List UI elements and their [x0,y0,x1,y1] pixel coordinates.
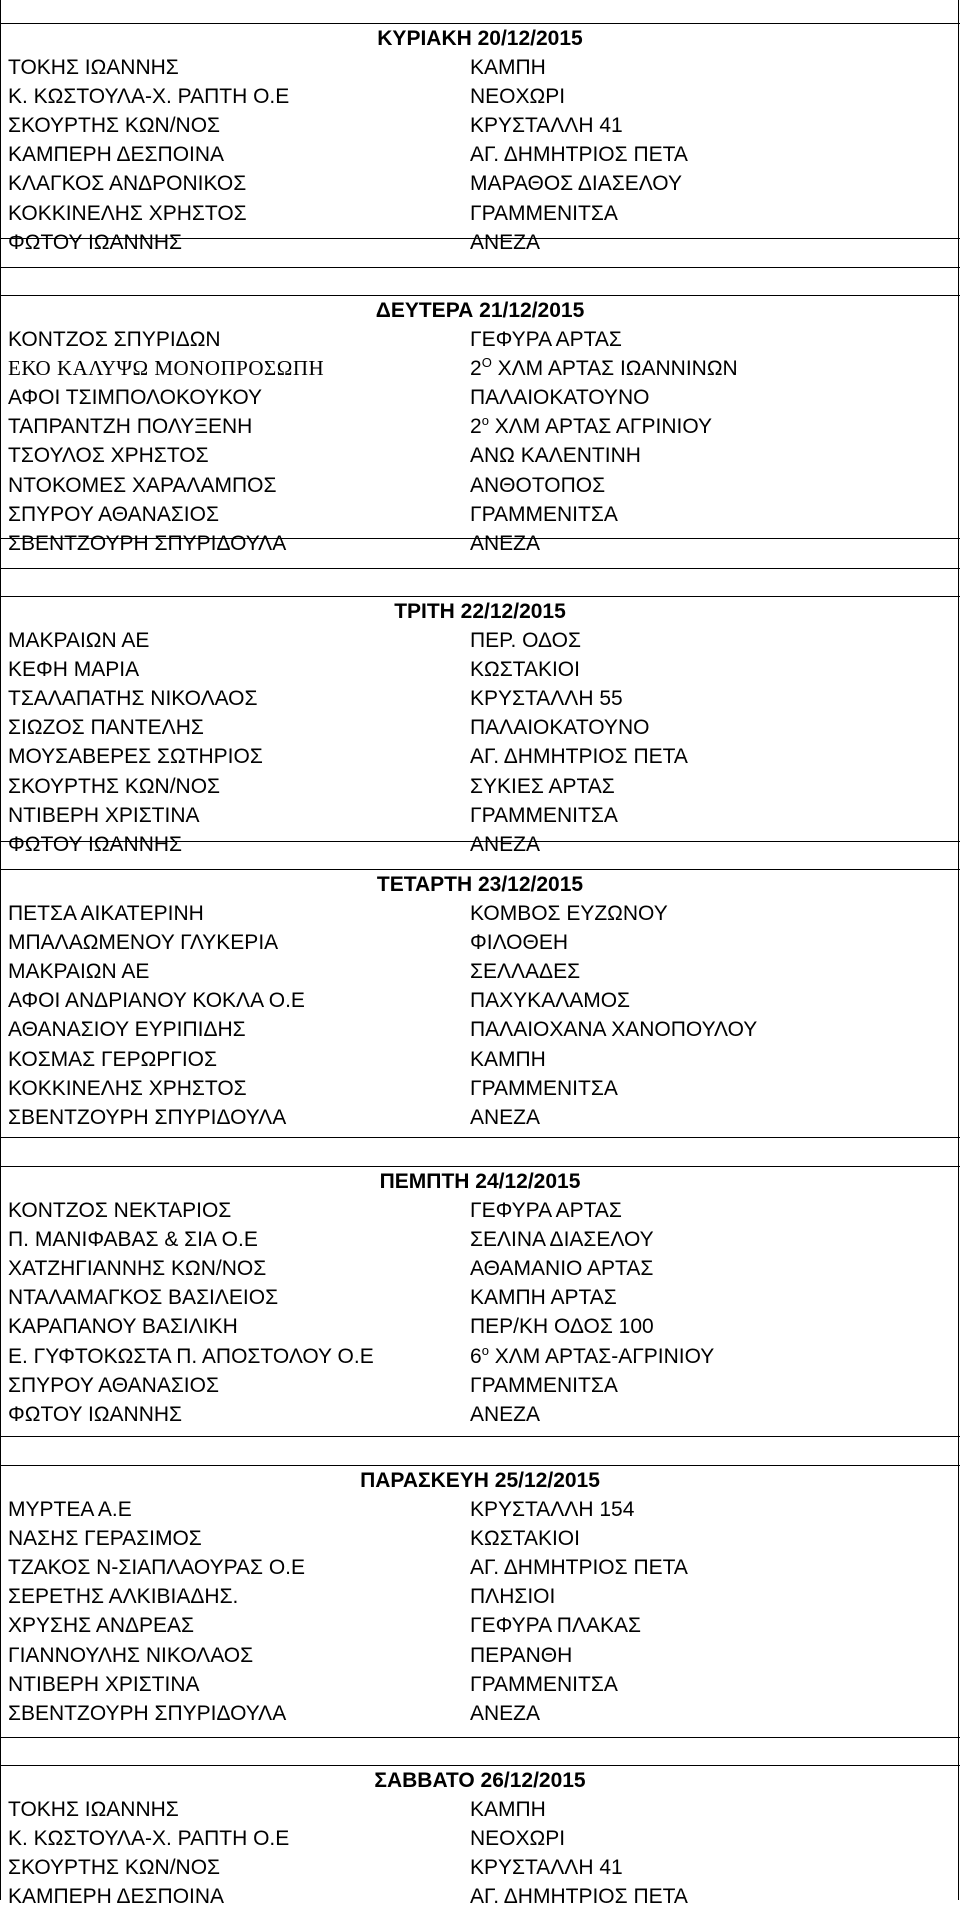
pharmacy-name: ΦΩΤΟΥ ΙΩΑΝΝΗΣ [8,230,183,254]
pharmacy-location: ΣΕΛΙΝΑ ΔΙΑΣΕΛΟΥ [470,1228,654,1252]
pharmacy-location: ΠΑΛΑΙΟΚΑΤΟΥΝΟ [470,716,650,740]
pharmacy-location: ΓΡΑΜΜΕΝΙΤΣΑ [470,1672,618,1696]
pharmacy-location: ΠΛΗΣΙΟΙ [470,1585,556,1609]
pharmacy-name: ΣΙΩΖΟΣ ΠΑΝΤΕΛΗΣ [8,716,204,740]
pharmacy-location [470,412,954,441]
pharmacy-name: ΤΑΠΡΑΝΤΖΗ ΠΟΛΥΞΕΝΗ [8,415,253,439]
pharmacy-location: ΑΘΑΜΑΝΙΟ ΑΡΤΑΣ [470,1257,654,1281]
pharmacy-location: ΠΑΧΥΚΑΛΑΜΟΣ [470,989,631,1013]
pharmacy-name: ΣΚΟΥΡΤΗΣ ΚΩΝ/ΝΟΣ [8,1856,221,1880]
pharmacy-location: ΚΑΜΠΗ ΑΡΤΑΣ [470,1286,617,1310]
pharmacy-location: ΓΕΦΥΡΑ ΠΛΑΚΑΣ [470,1614,641,1638]
pharmacy-name: ΣΚΟΥΡΤΗΣ ΚΩΝ/ΝΟΣ [8,774,221,798]
day-header: ΔΕΥΤΕΡΑ 21/12/2015 [375,299,585,322]
pharmacy-location: ΑΝΕΖΑ [470,230,541,254]
location-text: ΧΛΜ ΑΡΤΑΣ ΙΩΑΝΝΙΝΩΝ [491,357,738,381]
pharmacy-name: ΑΘΑΝΑΣΙΟΥ ΕΥΡΙΠΙΔΗΣ [8,1018,246,1042]
pharmacy-name: ΝΤΙΒΕΡΗ ΧΡΙΣΤΙΝΑ [8,1672,200,1696]
pharmacy-name: ΚΑΜΠΕΡΗ ΔΕΣΠΟΙΝΑ [8,1885,225,1909]
pharmacy-name: ΑΦΟΙ ΑΝΔΡΙΑΝΟΥ ΚΟΚΛΑ Ο.Ε [8,989,305,1013]
pharmacy-name: ΤΟΚΗΣ ΙΩΑΝΝΗΣ [8,56,179,79]
pharmacy-name: ΚΟΝΤΖΟΣ ΝΕΚΤΑΡΙΟΣ [8,1199,232,1222]
pharmacy-name: ΝΤΑΛΑΜΑΓΚΟΣ ΒΑΣΙΛΕΙΟΣ [8,1286,279,1310]
pharmacy-location: ΓΡΑΜΜΕΝΙΤΣΑ [470,502,618,526]
pharmacy-name: ΚΟΝΤΖΟΣ ΣΠΥΡΙΔΩΝ [8,328,221,351]
pharmacy-name: ΚΟΚΚΙΝΕΛΗΣ ΧΡΗΣΤΟΣ [8,1076,247,1100]
pharmacy-name: ΚΛΑΓΚΟΣ ΑΝΔΡΟΝΙΚΟΣ [8,172,247,196]
pharmacy-name: ΓΙΑΝΝΟΥΛΗΣ ΝΙΚΟΛΑΟΣ [8,1643,254,1667]
pharmacy-name: Κ. ΚΩΣΤΟΥΛΑ-Χ. ΡΑΠΤΗ Ο.Ε [8,1827,290,1851]
pharmacy-name: ΠΕΤΣΑ ΑΙΚΑΤΕΡΙΝΗ [8,902,204,925]
pharmacy-name: ΣΒΕΝΤΖΟΥΡΗ ΣΠΥΡΙΔΟΥΛΑ [8,1701,287,1725]
pharmacy-name: Ε. ΓΥΦΤΟΚΩΣΤΑ Π. ΑΠΟΣΤΟΛΟΥ Ο.Ε [8,1344,374,1368]
pharmacy-location: ΑΝΕΖΑ [470,832,541,856]
table-rule [0,1137,960,1138]
pharmacy-name: Κ. ΚΩΣΤΟΥΛΑ-Χ. ΡΑΠΤΗ Ο.Ε [8,85,290,109]
location-text: ΧΛΜ ΑΡΤΑΣ ΑΓΡΙΝΙΟΥ [488,415,712,439]
pharmacy-location: ΚΩΣΤΑΚΙΟΙ [470,1527,580,1551]
pharmacy-name: ΜΑΚΡΑΙΩΝ ΑΕ [8,629,150,652]
pharmacy-location: ΑΓ. ΔΗΜΗΤΡΙΟΣ ΠΕΤΑ [470,1885,688,1909]
table-rule [0,1436,960,1437]
pharmacy-location: ΑΝΕΖΑ [470,1105,541,1129]
day-header: ΤΕΤΑΡΤΗ 23/12/2015 [376,873,584,896]
pharmacy-name: ΧΑΤΖΗΓΙΑΝΝΗΣ ΚΩΝ/ΝΟΣ [8,1257,267,1281]
ordinal-superscript: Ο [481,355,492,371]
pharmacy-location: ΚΩΣΤΑΚΙΟΙ [470,658,580,682]
pharmacy-name: ΝΤΟΚΟΜΕΣ ΧΑΡΑΛΑΜΠΟΣ [8,473,277,497]
ordinal-superscript: ο [481,413,489,429]
table-left-border [0,0,1,1900]
pharmacy-location: ΑΓ. ΔΗΜΗΤΡΙΟΣ ΠΕΤΑ [470,745,688,769]
location-number: 6 [470,1344,482,1368]
pharmacy-name: ΚΑΜΠΕΡΗ ΔΕΣΠΟΙΝΑ [8,143,225,167]
pharmacy-location: ΠΕΡ. ΟΔΟΣ [470,629,581,652]
pharmacy-location: ΚΟΜΒΟΣ ΕΥΖΩΝΟΥ [470,902,668,925]
pharmacy-name: ΣΒΕΝΤΖΟΥΡΗ ΣΠΥΡΙΔΟΥΛΑ [8,531,287,555]
pharmacy-location: ΝΕΟΧΩΡΙ [470,85,566,109]
pharmacy-name: ΕΚΟ ΚΑΛΥΨΩ ΜΟΝΟΠΡΟΣΩΠΗ [8,356,325,381]
table-rule [0,267,960,268]
pharmacy-name: ΑΦΟΙ ΤΣΙΜΠΟΛΟΚΟΥΚΟΥ [8,386,263,410]
pharmacy-location: ΚΡΥΣΤΑΛΛΗ 41 [470,114,623,138]
pharmacy-name: ΦΩΤΟΥ ΙΩΑΝΝΗΣ [8,1402,183,1426]
pharmacy-location: ΑΝΕΖΑ [470,531,541,555]
pharmacy-name: Π. ΜΑΝΙΦΑΒΑΣ & ΣΙΑ Ο.Ε [8,1228,258,1252]
pharmacy-location: ΚΡΥΣΤΑΛΛΗ 55 [470,687,623,711]
pharmacy-name: ΜΠΑΛΑΩΜΕΝΟΥ ΓΛΥΚΕΡΙΑ [8,931,279,955]
pharmacy-location: ΠΑΛΑΙΟΧΑΝΑ ΧΑΝΟΠΟΥΛΟΥ [470,1018,758,1042]
pharmacy-name: ΦΩΤΟΥ ΙΩΑΝΝΗΣ [8,832,183,856]
pharmacy-name: ΤΟΚΗΣ ΙΩΑΝΝΗΣ [8,1798,179,1821]
table-rule [0,1737,960,1738]
day-header: ΠΕΜΠΤΗ 24/12/2015 [379,1170,581,1193]
day-header: ΤΡΙΤΗ 22/12/2015 [394,600,566,623]
pharmacy-name: ΧΡΥΣΗΣ ΑΝΔΡΕΑΣ [8,1614,195,1638]
pharmacy-location: ΓΡΑΜΜΕΝΙΤΣΑ [470,201,618,225]
pharmacy-name: ΤΣΟΥΛΟΣ ΧΡΗΣΤΟΣ [8,444,209,468]
pharmacy-location: ΓΡΑΜΜΕΝΙΤΣΑ [470,803,618,827]
pharmacy-location [470,1342,954,1371]
pharmacy-location: ΓΡΑΜΜΕΝΙΤΣΑ [470,1373,618,1397]
pharmacy-location: ΠΑΛΑΙΟΚΑΤΟΥΝΟ [470,386,650,410]
pharmacy-location: ΜΑΡΑΘΟΣ ΔΙΑΣΕΛΟΥ [470,172,682,196]
pharmacy-location: ΝΕΟΧΩΡΙ [470,1827,566,1851]
pharmacy-location: ΑΓ. ΔΗΜΗΤΡΙΟΣ ΠΕΤΑ [470,143,688,167]
pharmacy-name: ΤΖΑΚΟΣ Ν-ΣΙΑΠΛΑΟΥΡΑΣ Ο.Ε [8,1556,306,1580]
day-header: ΚΥΡΙΑΚΗ 20/12/2015 [377,27,583,50]
pharmacy-location: ΠΕΡΑΝΘΗ [470,1643,573,1667]
location-number: 2 [470,357,482,381]
day-header: ΠΑΡΑΣΚΕΥΗ 25/12/2015 [360,1469,600,1492]
pharmacy-location: ΚΑΜΠΗ [470,1798,546,1821]
pharmacy-name: ΝΑΣΗΣ ΓΕΡΑΣΙΜΟΣ [8,1527,202,1551]
pharmacy-location: ΓΡΑΜΜΕΝΙΤΣΑ [470,1076,618,1100]
pharmacy-name: ΝΤΙΒΕΡΗ ΧΡΙΣΤΙΝΑ [8,803,200,827]
pharmacy-name: ΜΑΚΡΑΙΩΝ ΑΕ [8,960,150,984]
pharmacy-location: ΚΑΜΠΗ [470,56,546,79]
pharmacy-name: ΚΑΡΑΠΑΝΟΥ ΒΑΣΙΛΙΚΗ [8,1315,238,1339]
pharmacy-location: ΑΝΩ ΚΑΛΕΝΤΙΝΗ [470,444,641,468]
pharmacy-name: ΣΚΟΥΡΤΗΣ ΚΩΝ/ΝΟΣ [8,114,221,138]
ordinal-superscript: ο [481,1342,489,1358]
day-header: ΣΑΒΒΑΤΟ 26/12/2015 [374,1769,586,1792]
pharmacy-name: ΣΠΥΡΟΥ ΑΘΑΝΑΣΙΟΣ [8,1373,219,1397]
pharmacy-location: ΑΝΕΖΑ [470,1701,541,1725]
pharmacy-location [470,354,954,383]
pharmacy-name: ΜΥΡΤΕΑ Α.Ε [8,1498,132,1521]
location-number: 2 [470,415,482,439]
pharmacy-location: ΓΕΦΥΡΑ ΑΡΤΑΣ [470,1199,622,1222]
location-text: ΧΛΜ ΑΡΤΑΣ-ΑΓΡΙΝΙΟΥ [488,1344,715,1368]
pharmacy-location: ΣΕΛΛΑΔΕΣ [470,960,581,984]
pharmacy-name: ΚΟΣΜΑΣ ΓΕΡΩΡΓΙΟΣ [8,1047,217,1071]
pharmacy-location: ΣΥΚΙΕΣ ΑΡΤΑΣ [470,774,615,798]
pharmacy-location: ΚΡΥΣΤΑΛΛΗ 41 [470,1856,623,1880]
pharmacy-location: ΑΓ. ΔΗΜΗΤΡΙΟΣ ΠΕΤΑ [470,1556,688,1580]
pharmacy-name: ΣΕΡΕΤΗΣ ΑΛΚΙΒΙΑΔΗΣ. [8,1585,239,1609]
pharmacy-location: ΑΝΕΖΑ [470,1402,541,1426]
pharmacy-name: ΤΣΑΛΑΠΑΤΗΣ ΝΙΚΟΛΑΟΣ [8,687,258,711]
pharmacy-location: ΚΑΜΠΗ [470,1047,546,1071]
table-right-border [958,0,959,1900]
pharmacy-location: ΠΕΡ/ΚΗ ΟΔΟΣ 100 [470,1315,654,1339]
pharmacy-location: ΦΙΛΟΘΕΗ [470,931,569,955]
pharmacy-location: ΑΝΘΟΤΟΠΟΣ [470,473,606,497]
pharmacy-location: ΓΕΦΥΡΑ ΑΡΤΑΣ [470,328,622,351]
pharmacy-location: ΚΡΥΣΤΑΛΛΗ 154 [470,1498,635,1521]
pharmacy-name: ΣΒΕΝΤΖΟΥΡΗ ΣΠΥΡΙΔΟΥΛΑ [8,1105,287,1129]
pharmacy-name: ΚΕΦΗ ΜΑΡΙΑ [8,658,140,682]
pharmacy-name: ΚΟΚΚΙΝΕΛΗΣ ΧΡΗΣΤΟΣ [8,201,247,225]
table-rule [0,568,960,569]
pharmacy-name: ΣΠΥΡΟΥ ΑΘΑΝΑΣΙΟΣ [8,502,219,526]
pharmacy-name: ΜΟΥΣΑΒΕΡΕΣ ΣΩΤΗΡΙΟΣ [8,745,263,769]
